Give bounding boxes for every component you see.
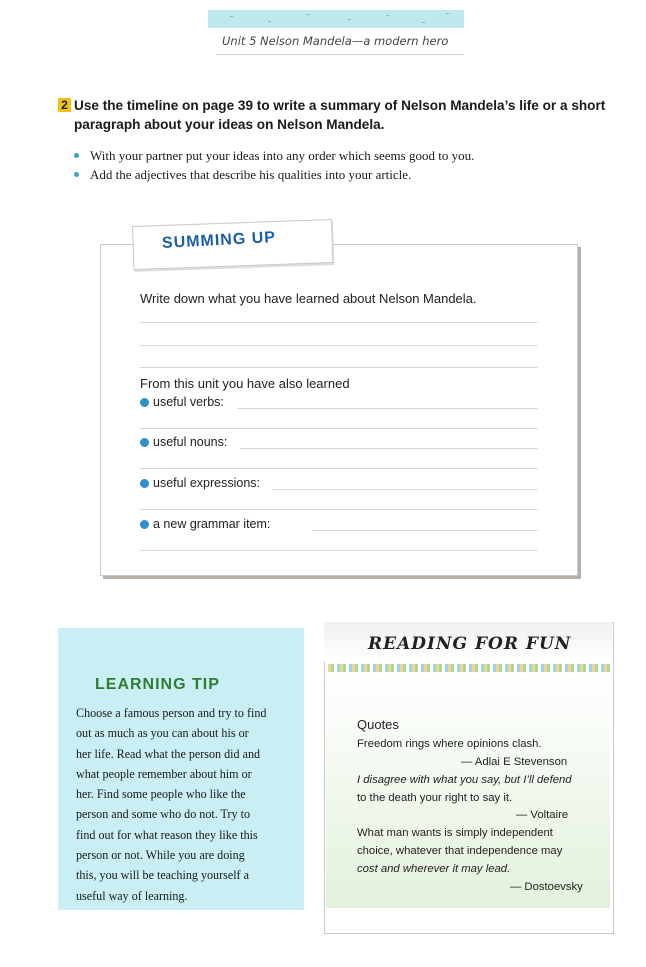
bullet-item: Add the adjectives that describe his qualities into your article. (70, 165, 630, 184)
tip-line: what people remember about him or (76, 766, 252, 781)
quote-3-author: — Dostoevsky (510, 881, 583, 893)
header-divider (216, 54, 464, 55)
answer-line-nouns[interactable] (240, 448, 538, 449)
summary-item-grammar: a new grammar item: (140, 517, 270, 531)
writing-line[interactable] (140, 468, 538, 469)
writing-line[interactable] (140, 550, 538, 551)
learning-tip-title: LEARNING TIP (95, 676, 220, 693)
blue-dot-icon (140, 438, 149, 447)
writing-line[interactable] (140, 345, 538, 346)
summary-item-nouns: useful nouns: (140, 435, 227, 449)
quote-1: Freedom rings where opinions clash. (357, 738, 542, 750)
learning-tip-text (76, 703, 290, 906)
tip-line: person or not. While you are doing (76, 848, 245, 863)
summary-item-verbs: useful verbs: (140, 395, 224, 409)
quote-3-line-1: What man wants is simply independent (357, 827, 553, 839)
reading-for-fun-title: READING FOR FUN (368, 634, 572, 654)
bullet-dot-icon (74, 172, 79, 177)
bullet-item: With your partner put your ideas into any order which seems good to you. (70, 146, 630, 165)
quote-3-line-3: cost and wherever it may lead. (357, 863, 511, 875)
quote-2-author: — Voltaire (516, 809, 569, 821)
summing-up-prompt: Write down what you have learned about Nelson Mandela. (140, 291, 477, 306)
summing-up-title: SUMMING UP (161, 229, 277, 252)
blue-dot-icon (140, 479, 149, 488)
task-instruction (58, 96, 623, 134)
tip-line: find out for what reason they like this (76, 827, 258, 842)
quote-3-line-2: choice, whatever that independence may (357, 845, 563, 857)
writing-line[interactable] (140, 428, 538, 429)
tip-line: Choose a famous person and try to find (76, 706, 267, 720)
writing-line[interactable] (140, 509, 538, 510)
answer-line-expressions[interactable] (272, 489, 538, 490)
task-line-2: paragraph about your ideas on Nelson Mandela. (74, 117, 385, 132)
unit-title: Unit 5 Nelson Mandela—a modern hero (222, 34, 449, 48)
answer-line-grammar[interactable] (312, 530, 538, 531)
tip-line: person and some who do not. Try to (76, 807, 251, 822)
quote-1-author: — Adlai E Stevenson (461, 756, 568, 768)
blue-dot-icon (140, 398, 149, 407)
task-number: 2 (58, 98, 71, 112)
quote-2-line-1: I disagree with what you say, but I’ll defend (357, 774, 572, 786)
tip-line: her life. Read what the person did and (76, 746, 261, 761)
task-line-1: Use the timeline on page 39 to write a summary of Nelson Mandela’s life or a short (74, 98, 606, 113)
task-bullets (70, 146, 630, 184)
tip-line: useful way of learning. (76, 888, 188, 903)
flower-border-decoration (328, 664, 612, 672)
bullet-dot-icon (74, 153, 79, 158)
header-banner (208, 10, 464, 28)
quotes-heading: Quotes (357, 717, 399, 732)
summary-item-expressions: useful expressions: (140, 476, 260, 490)
blue-dot-icon (140, 520, 149, 529)
tip-line: out as much as you can about his or (76, 726, 249, 741)
writing-line[interactable] (140, 322, 538, 323)
writing-line[interactable] (140, 367, 538, 368)
learned-intro: From this unit you have also learned (140, 376, 350, 391)
answer-line-verbs[interactable] (237, 408, 538, 409)
tip-line: her. Find some people who like the (76, 787, 246, 802)
tip-line: this, you will be teaching yourself a (76, 868, 249, 883)
quote-2-line-2: to the death your right to say it. (357, 792, 513, 804)
